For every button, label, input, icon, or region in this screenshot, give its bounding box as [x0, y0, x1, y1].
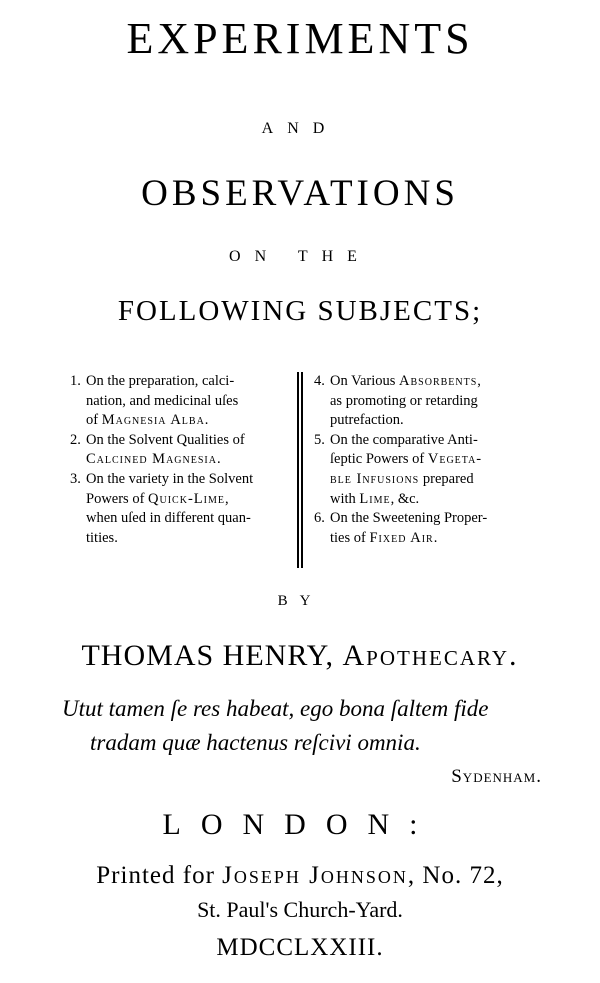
- author-role: Apothecary.: [342, 639, 519, 672]
- subjects-column-right: [304, 372, 532, 568]
- subject-item: [70, 431, 288, 470]
- subject-line: [86, 490, 288, 510]
- subject-number: 5.: [314, 431, 325, 448]
- subject-segment: tities.: [86, 529, 118, 546]
- subject-segment: .: [204, 412, 209, 429]
- title-observations: OBSERVATIONS: [141, 173, 459, 214]
- subject-line: [330, 431, 532, 451]
- subject-segment: of: [86, 412, 102, 429]
- motto-line-1: Utut tamen ſe res habeat, ego bona ſaltem fide: [62, 696, 489, 721]
- subject-segment: On the comparative Anti-: [330, 431, 478, 448]
- subject-segment: with: [330, 490, 360, 507]
- subject-text: [330, 431, 532, 509]
- subject-text: [86, 372, 288, 431]
- subject-number: 3.: [70, 470, 81, 487]
- subject-term: Magnesia Alba: [101, 412, 205, 429]
- subject-line: [330, 490, 532, 510]
- subject-line: [86, 470, 288, 490]
- subject-segment: as promoting or retarding: [330, 392, 478, 409]
- subject-item: [314, 509, 532, 548]
- subject-term: Calcined Magnesia: [86, 451, 217, 468]
- imprint-address: St. Paul's Church-Yard.: [197, 897, 403, 922]
- title-and: AND: [261, 120, 339, 137]
- subject-line: [86, 392, 288, 412]
- motto-block: [62, 692, 542, 794]
- subject-text: [86, 431, 288, 470]
- subject-text: [330, 372, 532, 431]
- subject-text: [86, 470, 288, 548]
- subject-number: 4.: [314, 373, 325, 389]
- author-line: [0, 638, 600, 674]
- subject-term: Fixed Air: [369, 529, 434, 546]
- subject-term: Absorbents: [399, 373, 478, 389]
- subject-number: 6.: [314, 510, 325, 527]
- subject-term: Lime: [359, 490, 391, 507]
- subject-term: ble Infusions: [330, 470, 420, 487]
- subject-segment: On the Solvent Qualities of: [86, 431, 245, 448]
- subject-text: [330, 509, 532, 548]
- subject-line: [330, 529, 532, 549]
- imprint-publisher: Joseph Johnson: [222, 862, 408, 889]
- subject-segment: ties of: [330, 529, 370, 546]
- imprint-city: LONDON:: [162, 808, 438, 841]
- subject-number: 2.: [70, 431, 81, 448]
- imprint-printed-suffix: , No. 72,: [407, 862, 504, 889]
- motto-line-2: tradam quæ hactenus reſcivi omnia.: [90, 730, 421, 755]
- author-name: THOMAS HENRY,: [81, 639, 334, 672]
- subject-segment: .: [216, 451, 221, 468]
- subject-segment: when uſed in different quan-: [86, 510, 251, 527]
- subject-term: Quick-Lime: [148, 490, 225, 507]
- subject-line: [86, 411, 288, 431]
- subject-item: [70, 470, 288, 548]
- subject-segment: On Various: [330, 373, 400, 389]
- imprint-year: MDCCLXXIII.: [216, 934, 384, 961]
- subject-line: [330, 392, 532, 412]
- subject-segment: On the variety in the Solvent: [86, 470, 254, 487]
- subject-segment: ,: [477, 373, 481, 389]
- subjects-column-left: [70, 372, 296, 568]
- subject-segment: ,: [224, 490, 229, 507]
- subject-line: [330, 411, 532, 431]
- subject-item: [70, 372, 288, 431]
- subject-line: [86, 431, 288, 451]
- subject-line: [330, 450, 532, 470]
- subject-line: [330, 470, 532, 490]
- subject-item: [314, 372, 532, 431]
- subject-line: [86, 529, 288, 549]
- column-divider: [296, 372, 304, 568]
- subject-segment: nation, and medicinal uſes: [86, 392, 239, 409]
- subject-segment: On the preparation, calci-: [86, 373, 235, 389]
- title-experiments: EXPERIMENTS: [126, 14, 474, 63]
- imprint-printed-prefix: Printed for: [96, 862, 223, 889]
- subject-line: [330, 509, 532, 529]
- subject-segment: prepared: [419, 470, 474, 487]
- motto-source: Sydenham.: [451, 766, 542, 787]
- subject-segment: On the Sweetening Proper-: [330, 510, 488, 527]
- subject-segment: ſeptic Powers of: [330, 451, 428, 468]
- subject-line: [86, 450, 288, 470]
- by-line: BY: [277, 593, 323, 609]
- subject-term: Vegeta-: [427, 451, 483, 468]
- subject-line: [330, 372, 532, 392]
- subject-segment: .: [433, 529, 438, 546]
- subject-segment: putrefaction.: [330, 412, 404, 429]
- subject-line: [86, 372, 288, 392]
- subjects-list: [70, 372, 535, 568]
- title-following-subjects: FOLLOWING SUBJECTS;: [117, 295, 483, 327]
- imprint-printed-for: [0, 860, 600, 892]
- subject-segment: , &c.: [390, 490, 420, 507]
- subject-number: 1.: [70, 373, 81, 389]
- subject-item: [314, 431, 532, 509]
- subject-line: [86, 509, 288, 529]
- title-on-the: ON THE: [229, 248, 371, 265]
- subject-segment: Powers of: [86, 490, 149, 507]
